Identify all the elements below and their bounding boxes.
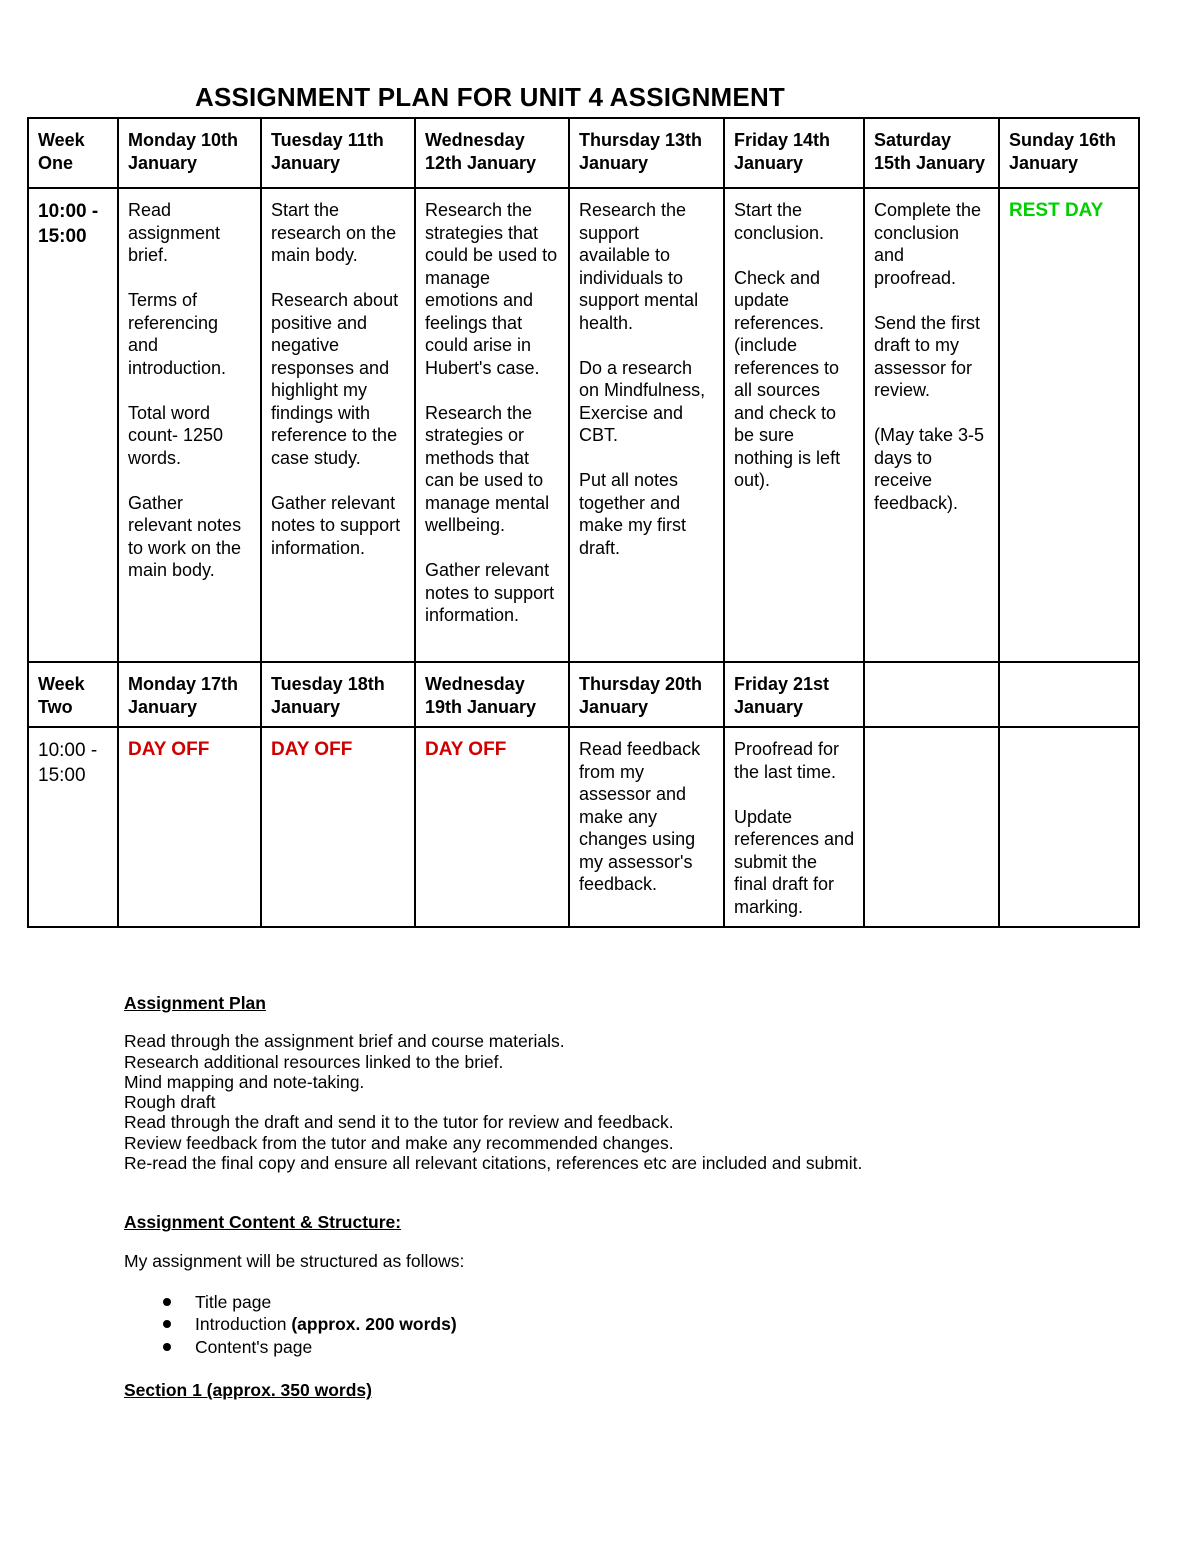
bullet-icon bbox=[163, 1298, 171, 1306]
bullet-icon bbox=[163, 1320, 171, 1328]
task-note: Start the research on the main body. bbox=[271, 200, 397, 265]
section-1-heading: Section 1 (approx. 350 words) bbox=[124, 1380, 372, 1401]
notes-section bbox=[124, 993, 1124, 1401]
task-note: Research the strategies or methods that can be used to manage mental wellbeing. bbox=[425, 402, 550, 535]
day-header: Thursday 13th January bbox=[569, 118, 724, 188]
day-header: Monday 17th January bbox=[118, 662, 261, 727]
task-cell-sunday bbox=[999, 188, 1139, 662]
plan-line: Research additional resources linked to the brief. bbox=[124, 1051, 504, 1072]
time-range: 10:00 - 15:00 bbox=[38, 201, 99, 247]
day-header: Wednesday 12th January bbox=[415, 118, 569, 188]
task-note: Read feedback from my assessor and make any changes using my assessor's feedback. bbox=[579, 739, 701, 894]
week-one-tasks-row bbox=[28, 188, 1139, 662]
plan-line: Review feedback from the tutor and make any recommended changes. bbox=[124, 1132, 674, 1153]
time-cell bbox=[28, 727, 118, 927]
day-header: Saturday 15th January bbox=[864, 118, 999, 188]
task-note: Send the first draft to my assessor for review. bbox=[874, 312, 981, 400]
plan-line: Rough draft bbox=[124, 1092, 216, 1113]
structure-list bbox=[124, 1291, 1124, 1359]
structure-intro: My assignment will be structured as follows: bbox=[124, 1250, 465, 1271]
rest-day-label: REST DAY bbox=[1009, 200, 1104, 221]
task-note: Gather relevant notes to support information. bbox=[425, 560, 555, 625]
task-cell-tuesday bbox=[261, 727, 415, 927]
empty-cell bbox=[999, 662, 1139, 727]
plan-line: Read through the assignment brief and course materials. bbox=[124, 1031, 565, 1052]
task-cell-wednesday bbox=[415, 188, 569, 662]
day-header: Wednesday 19th January bbox=[415, 662, 569, 727]
bullet-icon bbox=[163, 1343, 171, 1351]
task-note: Check and update references. (include references to all sources and check to be sure nothing is left out). bbox=[734, 267, 841, 490]
task-cell-wednesday bbox=[415, 727, 569, 927]
task-cell-saturday bbox=[864, 188, 999, 662]
task-cell-friday bbox=[724, 188, 864, 662]
task-cell-thursday bbox=[569, 188, 724, 662]
task-note: Terms of referencing and introduction. bbox=[128, 290, 227, 378]
task-note: Gather relevant notes to work on the main body. bbox=[128, 492, 242, 580]
assignment-plan-table bbox=[27, 117, 1140, 928]
task-note: Research about positive and negative responses and highlight my findings with reference to the case study. bbox=[271, 290, 399, 468]
time-cell bbox=[28, 188, 118, 662]
week-label: Week One bbox=[28, 118, 118, 188]
task-note: Research the strategies that could be used to manage emotions and feelings that could arise in Hubert's case. bbox=[425, 200, 558, 378]
task-note: Read assignment brief. bbox=[128, 200, 221, 265]
day-header: Thursday 20th January bbox=[569, 662, 724, 727]
task-note: Gather relevant notes to support information. bbox=[271, 492, 401, 558]
week-two-header-row bbox=[28, 662, 1139, 727]
task-note: Complete the conclusion and proofread. bbox=[874, 200, 982, 288]
day-header: Friday 14th January bbox=[724, 118, 864, 188]
task-cell-monday bbox=[118, 727, 261, 927]
list-item: Content's page bbox=[124, 1336, 1124, 1359]
day-header: Friday 21st January bbox=[724, 662, 864, 727]
day-off-label: DAY OFF bbox=[425, 739, 507, 760]
task-note: Update references and submit the final draft for marking. bbox=[734, 806, 855, 917]
plan-line: Read through the draft and send it to the tutor for review and feedback. bbox=[124, 1112, 674, 1133]
day-header: Tuesday 11th January bbox=[261, 118, 415, 188]
page-title: ASSIGNMENT PLAN FOR UNIT 4 ASSIGNMENT bbox=[195, 82, 786, 112]
task-note: Put all notes together and make my first draft. bbox=[579, 470, 687, 558]
task-cell-thursday bbox=[569, 727, 724, 927]
day-off-label: DAY OFF bbox=[271, 739, 353, 760]
empty-cell bbox=[864, 662, 999, 727]
list-item: Title page bbox=[124, 1291, 1124, 1314]
task-note: Start the conclusion. bbox=[734, 200, 825, 243]
task-note: Research the support available to individuals to support mental health. bbox=[579, 200, 699, 333]
day-header: Tuesday 18th January bbox=[261, 662, 415, 727]
week-two-tasks-row bbox=[28, 727, 1139, 927]
day-header: Sunday 16th January bbox=[999, 118, 1139, 188]
task-cell-monday bbox=[118, 188, 261, 662]
list-item: Introduction (approx. 200 words) bbox=[124, 1313, 1124, 1336]
task-note: Do a research on Mindfulness, Exercise and CBT. bbox=[579, 357, 706, 445]
content-structure-heading: Assignment Content & Structure: bbox=[124, 1212, 402, 1233]
empty-cell bbox=[999, 727, 1139, 927]
week-one-header-row bbox=[28, 118, 1139, 188]
time-range: 10:00 - 15:00 bbox=[38, 740, 98, 786]
day-off-label: DAY OFF bbox=[128, 739, 210, 760]
task-cell-tuesday bbox=[261, 188, 415, 662]
task-cell-friday bbox=[724, 727, 864, 927]
plan-line: Mind mapping and note-taking. bbox=[124, 1071, 365, 1092]
task-note: Total word count- 1250 words. bbox=[128, 402, 224, 468]
empty-cell bbox=[864, 727, 999, 927]
week-label: Week Two bbox=[28, 662, 118, 727]
task-note: (May take 3-5 days to receive feedback). bbox=[874, 425, 985, 513]
task-note: Proofread for the last time. bbox=[734, 739, 840, 782]
assignment-plan-heading: Assignment Plan bbox=[124, 993, 266, 1013]
day-header: Monday 10th January bbox=[118, 118, 261, 188]
plan-line: Re-read the final copy and ensure all relevant citations, references etc are included and submit. bbox=[124, 1153, 863, 1174]
